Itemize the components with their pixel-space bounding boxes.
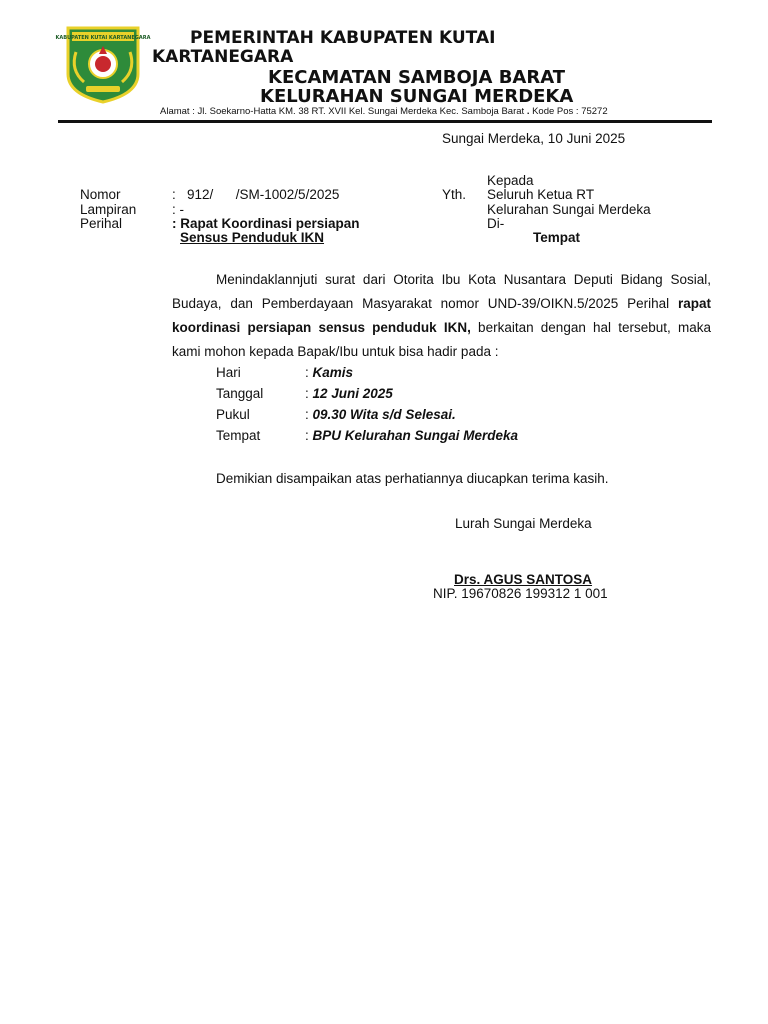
schedule-value-tempat: : BPU Kelurahan Sungai Merdeka (305, 428, 519, 443)
schedule-value-tanggal: : 12 Juni 2025 (305, 386, 393, 401)
schedule-tempat-text: BPU Kelurahan Sungai Merdeka (312, 428, 519, 443)
address-line (160, 106, 608, 117)
signature-title: Lurah Sungai Merdeka (455, 516, 592, 531)
address-postcode: Kode Pos : 75272 (532, 106, 608, 117)
schedule-value-hari: : Kamis (305, 365, 354, 380)
recipient-tempat: Tempat (533, 230, 581, 245)
schedule-pukul-text: 09.30 Wita s/d Selesai. (312, 407, 456, 422)
kelurahan-title: KELURAHAN SUNGAI MERDEKA (260, 86, 574, 107)
lampiran-value: : - (172, 202, 184, 217)
perihal-label: Perihal (80, 216, 123, 231)
signature-name: Drs. AGUS SANTOSA (454, 572, 593, 587)
schedule-tanggal-text: 12 Juni 2025 (312, 386, 393, 401)
schedule-label-pukul: Pukul (216, 407, 250, 422)
schedule-hari-text: Kamis (312, 365, 354, 380)
nomor-text: : 912/ /SM-1002/5/2025 (172, 187, 340, 202)
address-separator: . (526, 106, 530, 117)
body-text-bold: rapat koordinasi persiapan sensus penduduk IKN, (172, 296, 711, 335)
gov-title-line2: KARTANEGARA (152, 47, 294, 67)
schedule-label-tempat: Tempat (216, 428, 261, 443)
schedule-label-tanggal: Tanggal (216, 386, 264, 401)
nomor-label: Nomor (80, 187, 121, 202)
kepada-label: Kepada (487, 173, 534, 188)
body-text-start: Menindaklannjuti surat dari Otorita Ibu Kota Nusantara Deputi Bidang Sosial, Budaya, dan Pemberdayaan Masyarakat nomor UND-39/OIKN.5/2025 Perihal (172, 272, 711, 311)
gov-title-line1: PEMERINTAH KABUPATEN KUTAI (190, 28, 496, 48)
nomor-value (172, 187, 339, 202)
letter-date: Sungai Merdeka, 10 Juni 2025 (442, 131, 626, 146)
body-text-end: berkaitan dengan hal tersebut, maka kami mohon kepada Bapak/Ibu untuk bisa hadir pada : (172, 320, 711, 359)
recipient-line1: Seluruh Ketua RT (487, 187, 595, 202)
recipient-line2: Kelurahan Sungai Merdeka (487, 202, 651, 217)
body-paragraph (172, 268, 711, 364)
schedule-label-hari: Hari (216, 365, 241, 380)
yth-label: Yth. (442, 187, 467, 202)
recipient-line3: Di- (487, 216, 505, 231)
perihal-value: : Rapat Koordinasi persiapan (172, 216, 360, 231)
schedule-value-pukul: : 09.30 Wita s/d Selesai. (305, 407, 456, 422)
header-divider (58, 120, 712, 123)
signature-nip: NIP. 19670826 199312 1 001 (433, 586, 608, 601)
kutai-kartanegara-logo-icon (55, 22, 151, 104)
address-main: Alamat : Jl. Soekarno-Hatta KM. 38 RT. XVII Kel. Sungai Merdeka Kec. Samboja Barat (160, 106, 525, 117)
closing-sentence: Demikian disampaikan atas perhatiannya diucapkan terima kasih. (216, 471, 609, 486)
kecamatan-title: KECAMATAN SAMBOJA BARAT (268, 67, 566, 88)
logo-caption: KABUPATEN KUTAI KARTANEGARA (55, 35, 151, 41)
perihal-value-line2: Sensus Penduduk IKN (180, 230, 325, 245)
lampiran-label: Lampiran (80, 202, 137, 217)
